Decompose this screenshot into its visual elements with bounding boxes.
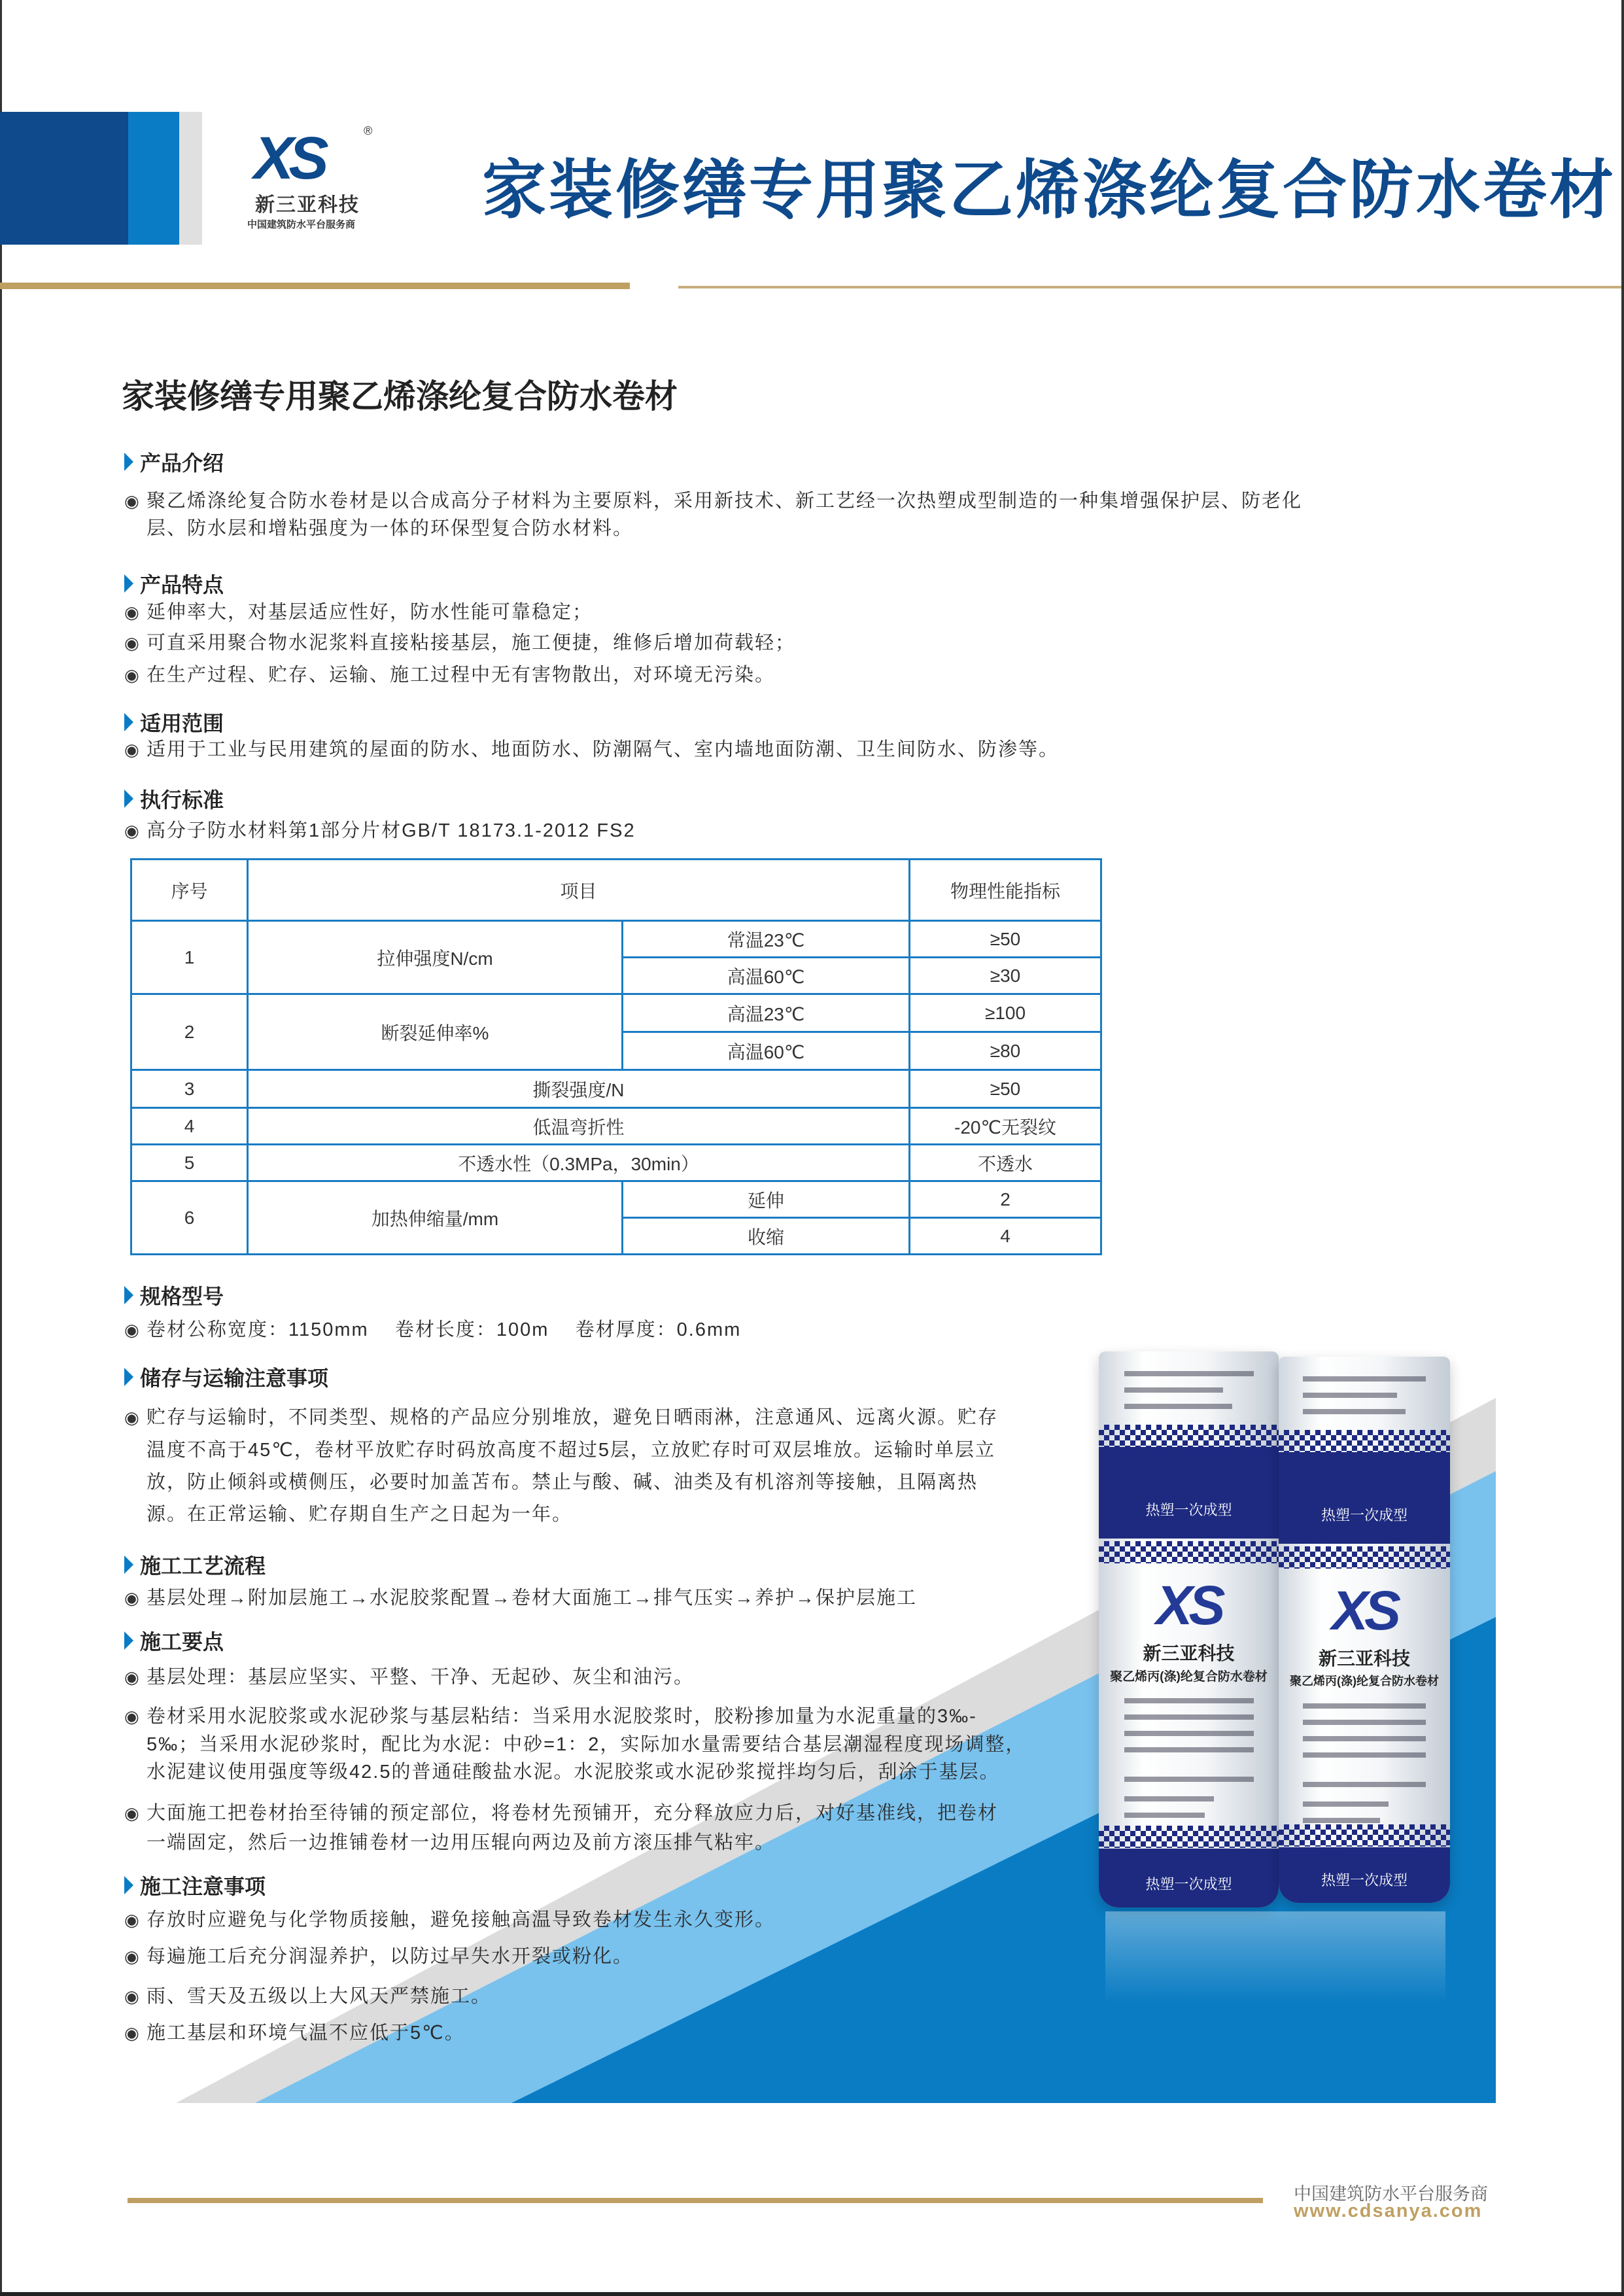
paragraph-line: 基层处理：基层应坚实、平整、干净、无起砂、灰尘和油污。 [147,1667,695,1688]
header-band-gray [179,112,202,245]
section-heading-text: 规格型号 [140,1285,224,1308]
bullet-icon: ◉ [124,491,139,511]
bullet-icon: ◉ [124,665,139,685]
section-heading [124,707,224,737]
table-header-cell: 物理性能指标 [910,860,1101,921]
table-header-cell: 序号 [131,860,248,921]
section-heading [124,1626,224,1656]
triangle-bullet-icon [124,713,133,731]
bullet-icon: ◉ [124,1987,139,2006]
company-logo [247,124,391,235]
section-heading-text: 施工要点 [140,1630,224,1654]
row-number: 5 [131,1145,248,1181]
bullet-icon: ◉ [124,602,139,622]
triangle-bullet-icon [124,1556,133,1574]
triangle-bullet-icon [124,790,133,808]
table-header-cell: 项目 [248,860,910,921]
document-title: 家装修缮专用聚乙烯涤纶复合防水卷材 [122,378,678,415]
bullet-icon: ◉ [124,2023,139,2043]
section-heading [124,784,224,814]
paragraph-line: 施工基层和环境气温不应低于5℃。 [147,2023,465,2044]
footer-divider [128,2198,1263,2203]
section-heading-text: 适用范围 [140,712,224,735]
roll-product: 聚乙烯丙(涤)纶复合防水卷材 [1290,1675,1439,1688]
registered-mark: ® [364,124,373,137]
row-value: ≥80 [910,1032,1101,1070]
header-band-light [128,112,179,245]
header-band-dark [0,112,128,245]
triangle-bullet-icon [124,1631,133,1650]
paragraph-line: 5‰；当采用水泥砂浆时，配比为水泥：中砂=1：2，实际加水量需要结合基层潮湿程度现场调整， [147,1734,1026,1755]
bullet-icon: ◉ [124,1320,139,1340]
roll-band: 热塑一次成型 [1099,1447,1279,1539]
paragraph-line: 适用于工业与民用建筑的屋面的防水、地面防水、防潮隔气、室内墙地面防潮、卫生间防水、防渗等。 [147,739,1060,760]
row-item: 撕裂强度/N [248,1070,910,1108]
roll-logo: XS [1331,1580,1398,1641]
triangle-bullet-icon [124,1876,133,1894]
row-value: ≥100 [910,994,1101,1032]
paragraph-line: 层、防水层和增粘强度为一体的环保型复合防水材料。 [147,518,634,539]
roll-band-text: 热塑一次成型 [1321,1507,1408,1523]
row-number: 6 [131,1181,248,1255]
bullet-icon: ◉ [124,1947,139,1966]
page-title: 家装修缮专用聚乙烯涤纶复合防水卷材 [482,154,1617,226]
logo-mark: XS [254,125,324,192]
table-header-row [131,860,1101,921]
row-value: ≥50 [910,921,1101,958]
paragraph-line: 基层处理→附加层施工→水泥胶浆配置→卷材大面施工→排气压实→养护→保护层施工 [147,1588,918,1609]
table-row [131,1181,1101,1218]
bullet-icon: ◉ [124,821,139,841]
paragraph-line: 温度不高于45℃，卷材平放贮存时码放高度不超过5层，立放贮存时可双层堆放。运输时单层立 [147,1440,995,1461]
row-value: 不透水 [910,1145,1101,1181]
table-row [131,994,1101,1032]
roll-logo: XS [1156,1574,1222,1636]
roll-brand: 新三亚科技 [1318,1648,1410,1669]
roll-band-text: 热塑一次成型 [1321,1872,1408,1888]
paragraph-line: 水泥建议使用强度等级42.5的普通硅酸盐水泥。水泥胶浆或水泥砂浆搅拌均匀后，刮涂于基层。 [147,1762,1000,1783]
product-roll [1279,1357,1450,1903]
row-number: 2 [131,994,248,1070]
paragraph-line: 可直采用聚合物水泥浆料直接粘接基层，施工便捷，维修后增加荷载轻； [147,633,796,653]
bullet-icon: ◉ [124,1707,139,1726]
row-value: -20℃无裂纹 [910,1108,1101,1145]
paragraph-line: 卷材公称宽度：1150mm 卷材长度：100m 卷材厚度：0.6mm [147,1319,742,1340]
bullet-icon: ◉ [124,633,139,653]
triangle-bullet-icon [124,1368,133,1386]
triangle-bullet-icon [124,453,133,471]
footer-url[interactable]: www.cdsanya.com [1294,2200,1483,2221]
paragraph-line: 延伸率大，对基层适应性好，防水性能可靠稳定； [147,602,593,623]
table-row [131,921,1101,958]
logo-name: 新三亚科技 [255,194,360,216]
row-item: 低温弯折性 [248,1108,910,1145]
section-heading [124,1870,266,1900]
paragraph-line: 聚乙烯涤纶复合防水卷材是以合成高分子材料为主要原料，采用新技术、新工艺经一次热塑成型制造的一种集增强保护层、防老化 [147,491,1303,512]
row-item: 加热伸缩量/mm [248,1181,623,1255]
header-divider-thick [0,283,630,289]
section-heading [124,1362,328,1392]
row-condition: 延伸 [623,1181,910,1218]
product-photo [1099,1349,1452,2003]
bullet-icon: ◉ [124,1667,139,1687]
row-value: 2 [910,1181,1101,1218]
row-condition: 高温60℃ [623,958,910,994]
row-condition: 常温23℃ [623,921,910,958]
section-heading [124,1550,266,1580]
bullet-icon: ◉ [124,740,139,759]
triangle-bullet-icon [124,574,133,593]
paragraph-line: 每遍施工后充分润湿养护，以防过早失水开裂或粉化。 [147,1946,634,1967]
row-value: 4 [910,1218,1101,1255]
row-value: ≥30 [910,958,1101,994]
product-roll [1099,1351,1279,1907]
row-number: 3 [131,1070,248,1108]
roll-brand: 新三亚科技 [1143,1643,1235,1663]
paragraph-line: 高分子防水材料第1部分片材GB/T 18173.1-2012 FS2 [147,820,636,841]
roll-product: 聚乙烯丙(涤)纶复合防水卷材 [1110,1670,1268,1684]
section-heading [124,1280,224,1310]
row-value: ≥50 [910,1070,1101,1108]
logo-tagline: 中国建筑防水平台服务商 [247,219,356,230]
row-number: 1 [131,921,248,994]
section-heading-text: 产品特点 [140,573,224,597]
triangle-bullet-icon [124,1286,133,1304]
paragraph-line: 一端固定，然后一边推铺卷材一边用压辊向两边及前方滚压排气粘牢。 [147,1832,776,1853]
section-heading-text: 施工注意事项 [140,1875,266,1898]
paragraph-line: 雨、雪天及五级以上大风天严禁施工。 [147,1986,492,2007]
performance-table [130,858,1102,1255]
table-row [131,1145,1101,1181]
paragraph-line: 大面施工把卷材抬至待铺的预定部位，将卷材先预铺开，充分释放应力后，对好基准线，把卷材 [147,1803,999,1824]
row-condition: 高温60℃ [623,1032,910,1070]
section-heading [124,568,224,599]
paragraph-line: 在生产过程、贮存、运输、施工过程中无有害物散出，对环境无污染。 [147,665,776,686]
roll-band-text: 热塑一次成型 [1145,1876,1232,1892]
bullet-icon: ◉ [124,1803,139,1823]
row-number: 4 [131,1108,248,1145]
row-condition: 收缩 [623,1218,910,1255]
table-row [131,1070,1101,1108]
footer-tagline: 中国建筑防水平台服务商 [1294,2184,1488,2204]
header-divider-thin [678,286,1621,288]
paragraph-line: 贮存与运输时，不同类型、规格的产品应分别堆放，避免日晒雨淋，注意通风、远离火源。贮存 [147,1407,999,1428]
paragraph-line: 卷材采用水泥胶浆或水泥砂浆与基层粘结：当采用水泥胶浆时，胶粉掺加量为水泥重量的3‰- [147,1706,977,1727]
section-heading-text: 施工工艺流程 [140,1554,266,1578]
section-heading-text: 储存与运输注意事项 [140,1366,329,1390]
row-item: 断裂延伸率% [248,994,623,1070]
paragraph-line: 存放时应避免与化学物质接触，避免接触高温导致卷材发生永久变形。 [147,1909,776,1930]
row-item: 不透水性（0.3MPa，30min） [248,1145,910,1181]
bullet-icon: ◉ [124,1588,139,1608]
section-heading [124,447,224,477]
row-item: 拉伸强度N/cm [248,921,623,994]
bullet-icon: ◉ [124,1910,139,1930]
row-condition: 高温23℃ [623,994,910,1032]
paragraph-line: 源。在正常运输、贮存期自生产之日起为一年。 [147,1504,573,1525]
paragraph-line: 放，防止倾斜或横侧压，必要时加盖苫布。禁止与酸、碱、油类及有机溶剂等接触，且隔离热 [147,1472,978,1493]
table-row [131,1108,1101,1145]
section-heading-text: 执行标准 [140,788,224,812]
roll-reflection [1105,1911,1445,2003]
bullet-icon: ◉ [124,1408,139,1427]
section-heading-text: 产品介绍 [140,451,224,475]
